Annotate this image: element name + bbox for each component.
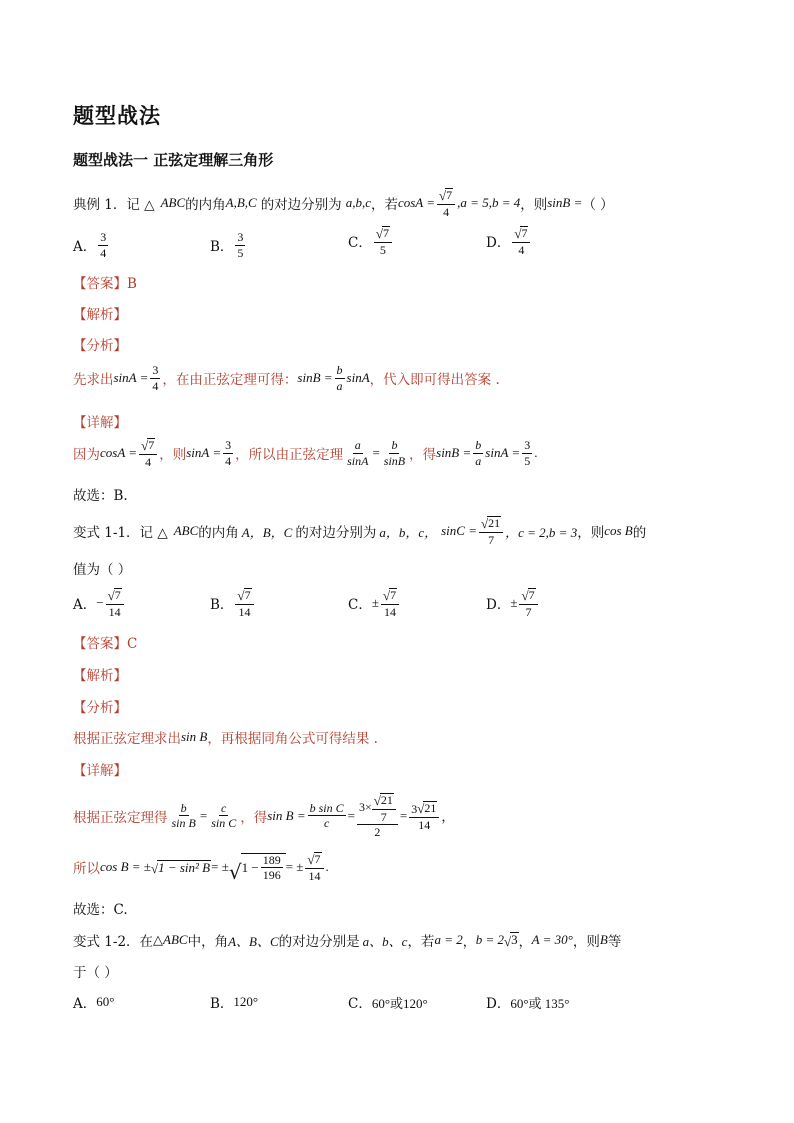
text: 的内角 — [185, 197, 226, 214]
option-label: D． — [486, 996, 511, 1012]
sides: a、b、c — [362, 933, 408, 949]
text: 的内角 — [198, 525, 239, 542]
detail-text: 因为 cosA = √ 7 4 ，则 sinA = $\frac{3}{4}$ ，所以由正弦定理 $\frac{a}{\sin A}$ = $\frac{b}{\sin B}$ ，得 sinB = $\frac{b}{a}$ sinA = $\frac{3}{5}$ . — [73, 438, 538, 469]
fraction: √ 7 4 — [437, 188, 455, 218]
angles: A、B、C — [228, 933, 279, 949]
option-a[interactable] — [73, 231, 110, 259]
sin-b: sinB = — [547, 195, 583, 211]
option-b[interactable]: B． √ 7 14 — [210, 588, 256, 618]
text: ，所以由正弦定理 — [235, 447, 344, 464]
option-label: B． — [210, 597, 234, 614]
sin-b: sinB = — [297, 370, 333, 386]
analysis-label: 【解析】 — [73, 668, 127, 684]
text: ，得 — [240, 809, 268, 826]
text: ，则 — [577, 525, 605, 542]
sin-b: sin B — [181, 729, 208, 744]
option-c[interactable]: C． √ 7 5 — [348, 226, 394, 256]
denominator: 4 — [518, 242, 525, 257]
text: 根据正弦定理得 — [73, 809, 168, 826]
option-c[interactable]: C． ± √ 7 14 — [348, 588, 401, 618]
text: 等 — [607, 934, 622, 950]
text: 的对边分别为 — [295, 525, 377, 542]
sin-c: sinC = — [441, 523, 477, 539]
text: ，代入即可得出答案 . — [369, 372, 500, 389]
text: ，若 — [407, 934, 435, 950]
answer-label: 【答案】B — [73, 276, 137, 292]
option-label: C． — [348, 996, 372, 1012]
sign: ± — [510, 595, 518, 611]
text: 的 — [632, 525, 647, 542]
denominator: 5 — [379, 242, 386, 257]
numerator: 7 — [382, 226, 389, 240]
choice-result: 故选：C. — [73, 902, 128, 918]
option-value: 60° — [96, 994, 115, 1009]
option-label: A． — [73, 239, 97, 256]
text: ，则 — [159, 447, 187, 464]
side-a: a = 2 — [434, 932, 463, 947]
triangle-label: ABC — [173, 523, 199, 539]
example-1-question — [73, 188, 614, 218]
option-label: C． — [348, 235, 372, 252]
angles: A,B,C — [225, 195, 257, 211]
text: ，得 — [409, 447, 437, 464]
sides: a，b，c， — [379, 524, 438, 540]
text: 先求出 — [73, 372, 114, 389]
option-label: D． — [486, 235, 511, 252]
cos-a: cosA = — [397, 195, 436, 211]
section-title: 题型战法一 正弦定理解三角形 — [73, 151, 274, 169]
text: ，则 — [520, 197, 548, 214]
side-b: b = 2 — [475, 932, 505, 947]
option-a[interactable] — [73, 992, 114, 1012]
option-value: 120° — [233, 994, 259, 1009]
angle-a: A = 30° — [531, 932, 573, 947]
sin-a: sinA = — [186, 445, 222, 461]
reasoning-label: 【分析】 — [73, 700, 127, 716]
option-label: B． — [210, 996, 234, 1012]
choice-result: 故选：B. — [73, 488, 128, 504]
option-label: D． — [486, 597, 511, 614]
text: 因为 — [73, 447, 100, 464]
option-b[interactable] — [210, 992, 258, 1012]
text: ，在由正弦定理可得： — [162, 372, 298, 389]
sin-b: sinB = — [436, 445, 472, 461]
reasoning-text — [73, 727, 378, 747]
option-label: C． — [348, 597, 372, 614]
question-prefix: 变式 1-2．在 — [73, 934, 154, 950]
sin-b: sin B = — [267, 807, 306, 823]
option-d[interactable]: D． ± √ 7 7 — [486, 588, 540, 618]
option-value: 60°或 135° — [510, 995, 570, 1011]
detail-text: 根据正弦定理得 $\frac{b}{\text{sin B}}$ = $\frac{c}{\text{sin C}}$ ，得 sin B = $\frac{\text{b sin C}}{c}$ = 3× √ 21 7 2 = 3 √ 21 14 ， — [73, 793, 455, 840]
triangle-label: ABC — [160, 195, 186, 211]
option-d[interactable]: D． √ 7 4 — [486, 226, 532, 256]
reasoning-text: 先求出 sinA = $\frac{3}{4}$ ，在由正弦定理可得： sinB = $\frac{b}{a}$ sinA ，代入即可得出答案 . — [73, 363, 500, 393]
denominator: 14 — [384, 604, 397, 619]
denominator: 4 — [100, 245, 107, 260]
option-c[interactable] — [348, 992, 428, 1012]
reasoning-label: 【分析】 — [73, 338, 127, 354]
option-label: B． — [210, 239, 234, 256]
denominator: 5 — [237, 245, 244, 260]
variant-1-1-question-line2: 值为（ ） — [73, 562, 132, 578]
denominator: 7 — [525, 604, 532, 619]
detail-label: 【详解】 — [73, 763, 127, 779]
analysis-label: 【解析】 — [73, 307, 127, 323]
question-prefix: 变式 1-1．记 △ — [73, 525, 168, 542]
given-values: ，c = 2,b = 3 — [505, 524, 578, 540]
radicand: 1 − sin² B — [158, 859, 211, 875]
text: 根据正弦定理求出 — [73, 731, 181, 747]
text: ，再根据同角公式可得结果 . — [207, 731, 378, 747]
detail-text-2: 所以 cos B = ± √ 1 − sin² B = ± √ 1 − $\frac{189}{196}$ = ± √ 7 14 . — [73, 852, 329, 884]
answer-label: 【答案】C — [73, 636, 138, 652]
text: 的对边分别是 — [278, 934, 360, 950]
variant-1-2-question-line2: 于（ ） — [73, 965, 118, 981]
given-values: ,a = 5,b = 4 — [457, 195, 521, 211]
angles: A，B，C — [241, 524, 293, 540]
sin-a: sinA — [346, 370, 370, 386]
option-label: A． — [73, 996, 97, 1012]
numerator: 3 — [237, 230, 244, 244]
option-b[interactable] — [210, 231, 247, 259]
option-label: A． — [73, 597, 97, 614]
variant-1-2-question: 变式 1-2．在 △ABC 中，角 A、B、C 的对边分别是 a、b、c ，若 a = 2 ， b = 2 √ 3 ， A = 30° ，则 B 等 — [73, 932, 622, 950]
numerator: 7 — [521, 226, 528, 240]
text: ，则 — [572, 934, 600, 950]
page-title: 题型战法 — [73, 104, 161, 128]
sin-a: sinA = — [113, 370, 149, 386]
cos-b: cos B — [604, 523, 633, 539]
numerator: 3 — [100, 230, 107, 244]
detail-label: 【详解】 — [73, 415, 127, 431]
variant-1-1-question: 变式 1-1．记 △ ABC 的内角 A，B，C 的对边分别为 a，b，c， sinC = √ 21 7 ，c = 2,b = 3 ，则 cos B 的 — [73, 516, 647, 547]
text: ，若 — [370, 197, 398, 214]
cos-a: cosA = — [100, 445, 138, 461]
sign: ± — [371, 595, 379, 611]
text: 中，角 — [187, 934, 229, 950]
option-d[interactable] — [486, 992, 569, 1012]
angle-b: B — [599, 932, 608, 947]
sides: a,b,c — [345, 195, 371, 211]
cos-b: cos B = ± — [100, 859, 151, 875]
text: 所以 — [73, 861, 100, 878]
sin-a: sinA = — [485, 445, 521, 461]
answer-blank: （ ） — [582, 197, 614, 214]
triangle-label: △ABC — [153, 932, 188, 947]
sign: − — [96, 595, 104, 611]
denominator: 14 — [108, 604, 121, 619]
option-value: 60°或120° — [371, 995, 428, 1011]
denominator: 14 — [238, 604, 251, 619]
question-prefix: 典例 1．记 △ — [73, 197, 155, 214]
text: 的对边分别为 — [260, 197, 342, 214]
option-a[interactable]: A． − √ 7 14 — [73, 588, 126, 618]
